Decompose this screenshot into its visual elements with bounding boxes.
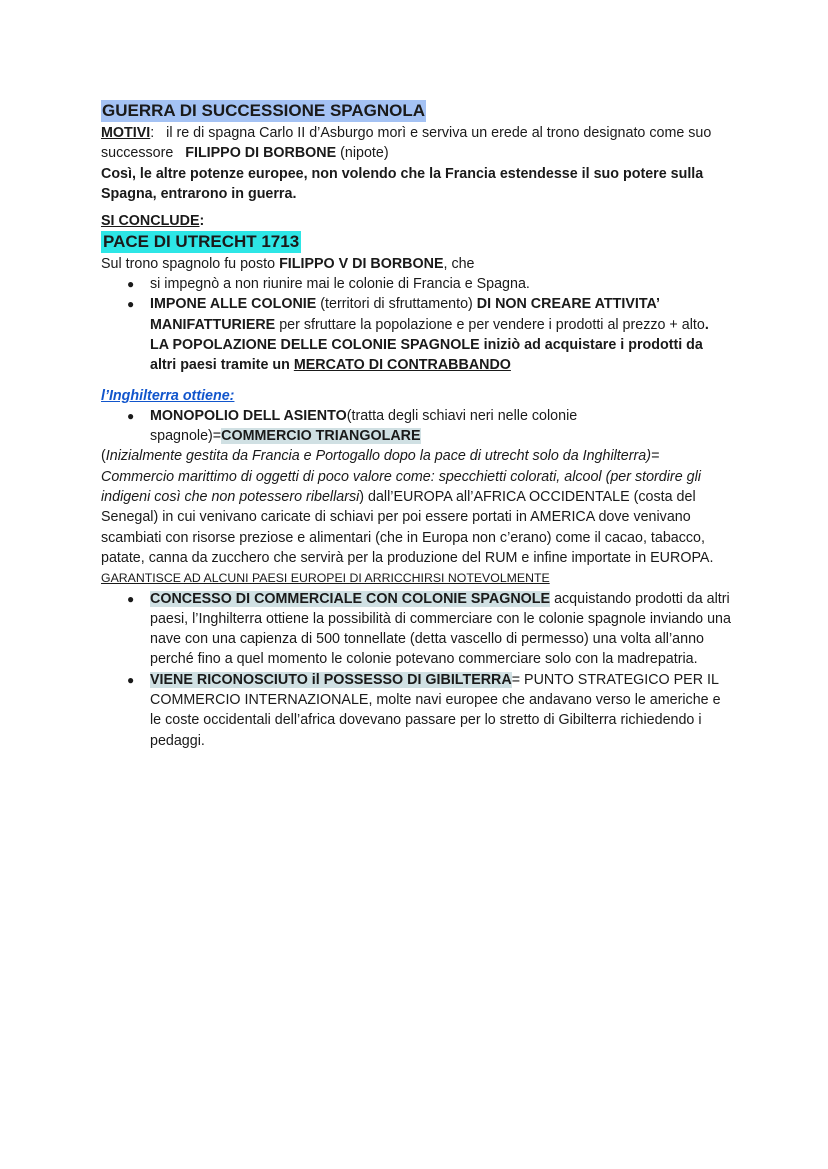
contraband-market: MERCATO DI CONTRABBANDO — [293, 357, 511, 374]
peace-title: PACE DI UTRECHT 1713 — [103, 232, 300, 252]
king-name: FILIPPO V DI BORBONE — [279, 255, 444, 272]
heir-note: (nipote) — [340, 145, 389, 162]
triangular-trade-paragraph: (Inizialmente gestita da Francia e Portogallo dopo la pace di utrecht solo da Inghilterra)= Commercio marittimo di oggetti di poco valore come: specchietti colorati, alcool (per stordire gli indigeni così che non potessero ribellarsi) dall’EUROPA all’AFRICA OCCIDENTALE (costa del Senegal) in cui venivano caricate di schiavi per poi essere portati in AMERICA dove venivano scambiati con risorse preziose e alimentari (che in Europa non c’erano) come il cacao, tabacco, patate, canna da zucchero che servirà per la produzione del RUM e infine importate in EUROPA. GARANTISCE AD ALCUNI PAESI EUROPEI DI ARRICCHIRSI NOTEVOLMENTE — [101, 448, 714, 586]
conclusion-heading: SI CONCLUDE: — [101, 213, 205, 230]
england-list — [101, 406, 731, 447]
motivi-text: il re di spagna Carlo II d’Asburgo morì e serviva un erede al trono designato come suo successore — [101, 125, 712, 162]
motivi-paragraph: MOTIVI: il re di spagna Carlo II d’Asburgo morì e serviva un erede al trono designato come suo successore FILIPPO DI BORBONE (nipote) — [101, 125, 712, 162]
triangular-trade: COMMERCIO TRIANGOLARE — [221, 428, 421, 445]
list-item: ● VIENE RICONOSCIUTO il POSSESSO DI GIBILTERRA= PUNTO STRATEGICO PER IL COMMERCIO INTERNAZIONALE, molte navi europee che andavano verso le americhe e le coste occidentali dell’africa dovevano passare per lo stretto di Gibilterra richiedendo i pedaggi. — [127, 671, 721, 749]
document-page — [101, 100, 731, 751]
bullet-icon: ● — [127, 591, 135, 606]
heir-name: FILIPPO DI BORBONE — [185, 145, 337, 162]
list-item: ● MONOPOLIO DELL ASIENTO(tratta degli schiavi neri nelle colonie spagnole)=COMMERCIO TRIANGOLARE — [127, 407, 578, 445]
page-title: GUERRA DI SUCCESSIONE SPAGNOLA — [102, 101, 426, 120]
throne-intro: Sul trono spagnolo fu posto FILIPPO V DI BORBONE, che — [101, 255, 475, 272]
england-list-2 — [101, 589, 731, 751]
england-heading: l’Inghilterra ottiene: — [101, 387, 235, 404]
bullet-icon: ● — [127, 297, 135, 312]
enrichment-note: GARANTISCE AD ALCUNI PAESI EUROPEI DI ARRICCHIRSI NOTEVOLMENTE — [101, 571, 550, 586]
bullet-icon: ● — [127, 277, 135, 292]
list-item: ● IMPONE ALLE COLONIE (territori di sfruttamento) DI NON CREARE ATTIVITA’ MANIFATTURIERE per sfruttare la popolazione e per vendere i prodotti al prezzo + alto. LA POPOLAZIONE DELLE COLONIE SPAGNOLE iniziò ad acquistare i prodotti da altri paesi tramite un MERCATO DI CONTRABBANDO — [127, 296, 709, 374]
bullet-icon: ● — [127, 408, 135, 423]
war-reason: Così, le altre potenze europee, non volendo che la Francia estendesse il suo potere sulla Spagna, entrarono in guerra. — [101, 165, 704, 202]
motivi-label: MOTIVI — [101, 125, 151, 141]
list-item: ● si impegnò a non riunire mai le colonie di Francia e Spagna. — [101, 274, 731, 294]
bullet-icon: ● — [127, 672, 135, 687]
list-item: ● CONCESSO DI COMMERCIALE CON COLONIE SPAGNOLE acquistando prodotti da altri paesi, l’Inghilterra ottiene la possibilità di commerciare con le colonie spagnole inviando una nave con una capienza di 500 tonnellate (detta vascello di permesso) una volta all’anno perché fino a quel momento le colonie potevano commerciare solo con la madrepatria. — [127, 590, 731, 668]
conclusion-list — [101, 274, 731, 375]
conclusion-label: SI CONCLUDE — [101, 213, 200, 230]
